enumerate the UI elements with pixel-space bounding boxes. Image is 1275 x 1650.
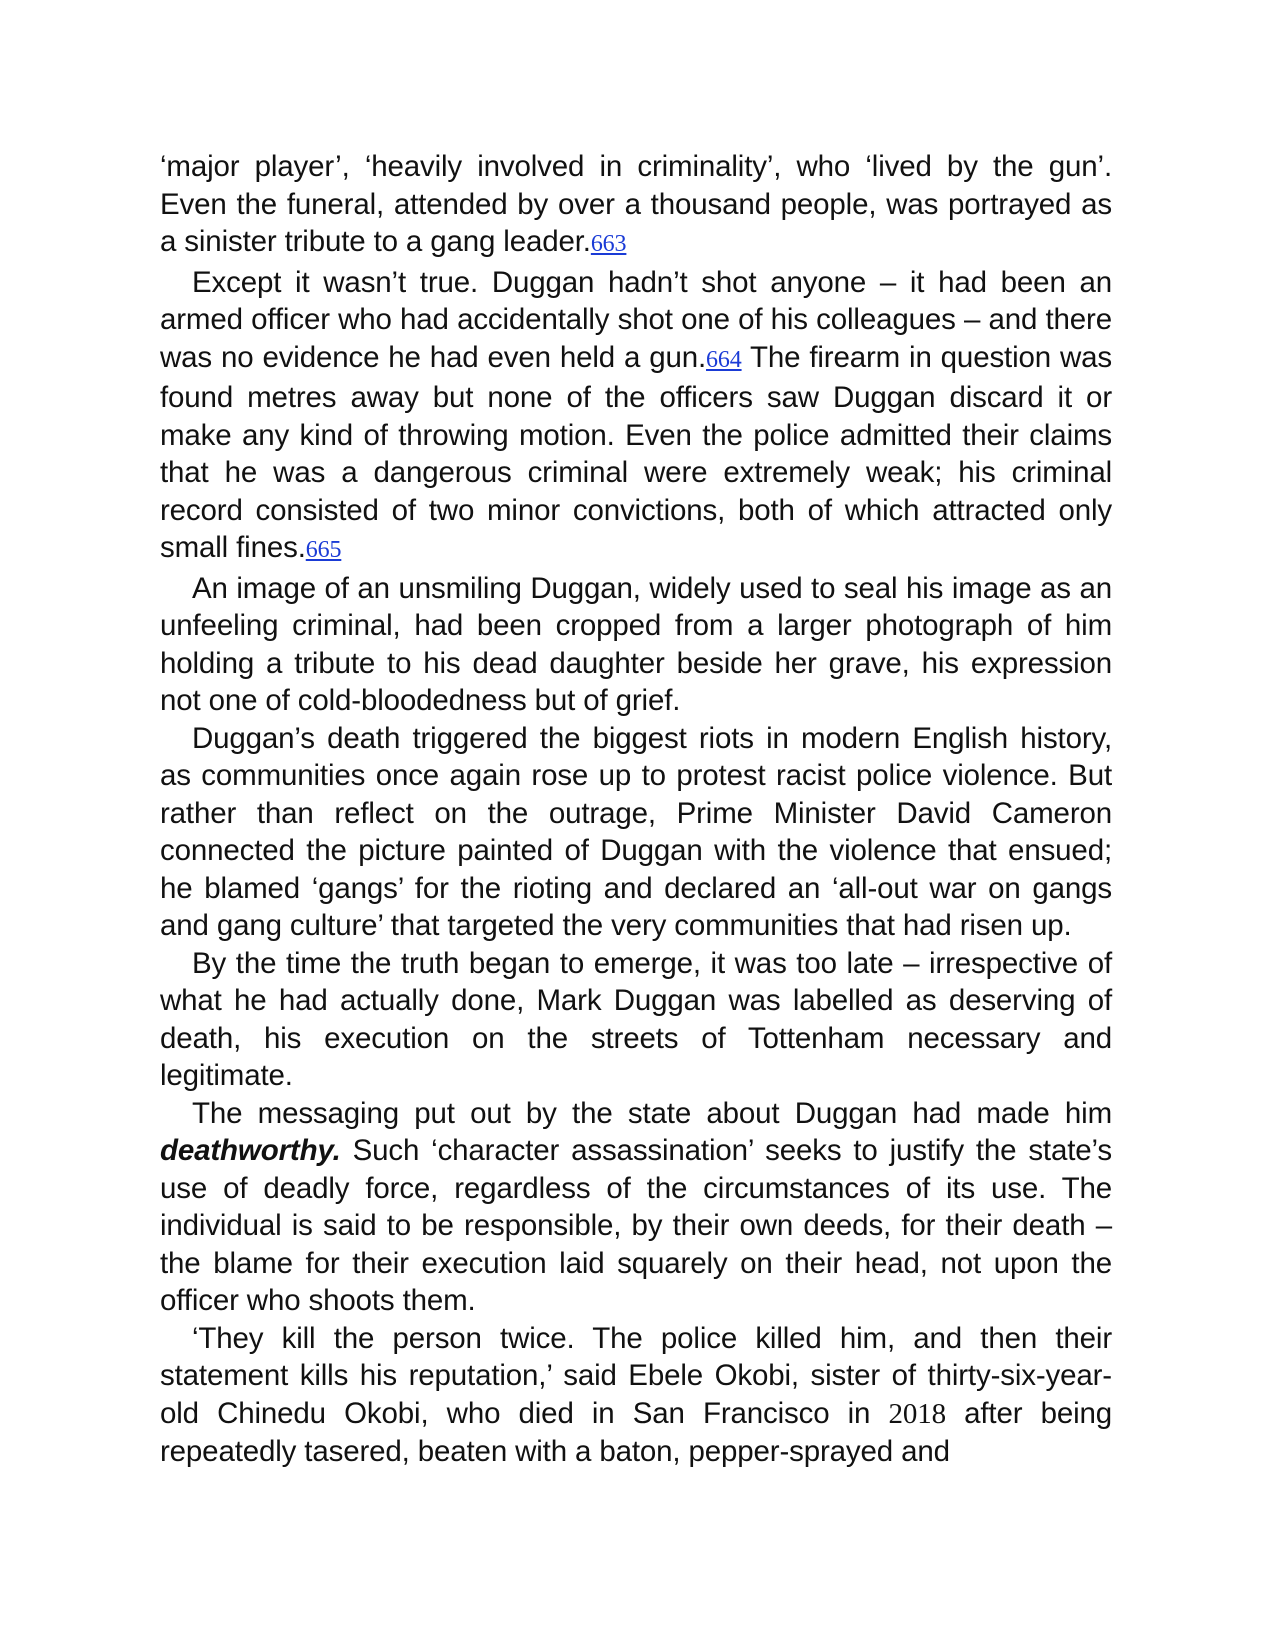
paragraph-4 [160, 720, 1112, 945]
book-page-body [160, 148, 1112, 1471]
footnote-link-664[interactable]: 664 [706, 346, 742, 373]
year-number: 2018 [888, 1397, 946, 1430]
paragraph-7 [160, 1320, 1112, 1471]
paragraph-text: Duggan’s death triggered the biggest riots in modern English history, as communities once again rose up to protest racist police violence. But rather than reflect on the outrage, Prime Minister David Cameron connected the picture painted of Duggan with the violence that ensued; he blamed ‘gangs’ for the rioting and declared an ‘all-out war on gangs and gang culture’ that targeted the very communities that had risen up. [160, 721, 1112, 942]
paragraph-3 [160, 570, 1112, 720]
paragraph-6 [160, 1095, 1112, 1320]
paragraph-text: The messaging put out by the state about Duggan had made him [192, 1096, 1112, 1130]
paragraph-text: Except it wasn’t true. Duggan hadn’t shot anyone – it had been an armed officer who had accidentally shot one of his colleagues – and there was no evidence he had even held a gun. [160, 265, 1112, 374]
paragraph-1 [160, 148, 1112, 264]
emphasized-term: deathworthy. [160, 1134, 341, 1167]
paragraph-text: ‘They kill the person twice. The police killed him, and then their statement kills his reputation,’ said Ebele Okobi, sister of thirty-six-year-old Chinedu Okobi, who died in San Francisco in [160, 1321, 1112, 1430]
paragraph-5 [160, 945, 1112, 1095]
paragraph-2 [160, 264, 1112, 570]
paragraph-text: ‘major player’, ‘heavily involved in criminality’, who ‘lived by the gun’. Even the funeral, attended by over a thousand people, was portrayed as a sinister tribute to a gang leader. [160, 150, 1112, 258]
paragraph-text-continued: after being repeatedly tasered, beaten with a baton, pepper-sprayed and [160, 1396, 1113, 1468]
paragraph-text: By the time the truth began to emerge, it was too late – irrespective of what he had actually done, Mark Duggan was labelled as deserving of death, his execution on the streets of Tottenham necessary and legitimate. [160, 946, 1112, 1092]
paragraph-text-continued: The firearm in question was found metres away but none of the officers saw Duggan discard it or make any kind of throwing motion. Even the police admitted their claims that he was a dangerous criminal were extremely weak; his criminal record consisted of two minor convictions, both of which attracted only small fines. [160, 340, 1112, 564]
paragraph-text: An image of an unsmiling Duggan, widely used to seal his image as an unfeeling criminal, had been cropped from a larger photograph of him holding a tribute to his dead daughter beside her grave, his expression not one of cold-bloodedness but of grief. [160, 571, 1112, 717]
paragraph-text-continued: Such ‘character assassination’ seeks to justify the state’s use of deadly force, regardless of the circumstances of its use. The individual is said to be responsible, by their own deeds, for their death – the blame for their execution laid squarely on their head, not upon the officer who shoots them. [160, 1134, 1112, 1317]
footnote-link-665[interactable]: 665 [305, 537, 342, 563]
footnote-link-663[interactable]: 663 [590, 231, 627, 257]
